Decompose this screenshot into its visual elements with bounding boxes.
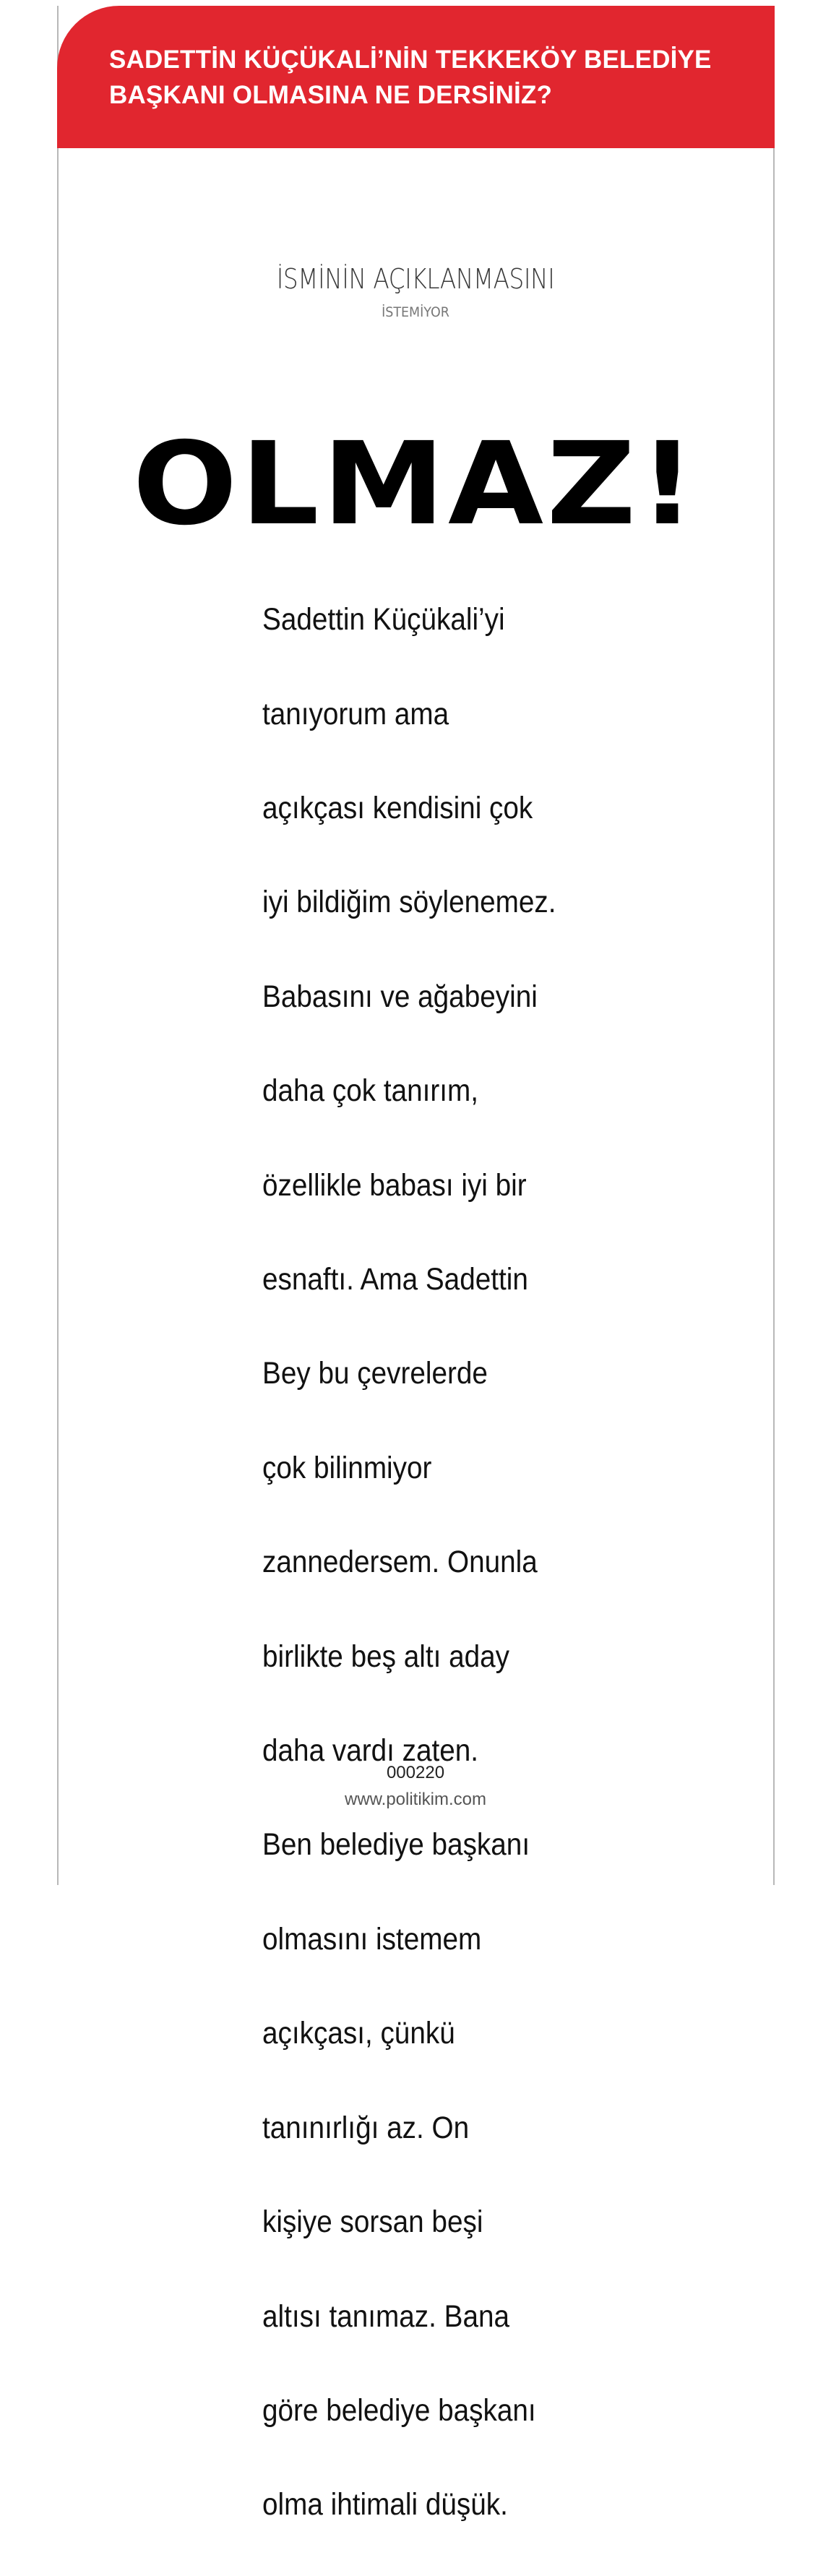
answer-line: özellikle babası iyi bir — [262, 1167, 527, 1203]
respondent-subtitle: İSTEMİYOR — [382, 304, 449, 320]
answer-line: daha çok tanırım, — [262, 1073, 479, 1109]
question-title-line-1: SADETTİN KÜÇÜKALİ’NİN TEKKEKÖY BELEDİYE — [109, 46, 712, 74]
question-title-line-2: BAŞKANI OLMASINA NE DERSİNİZ? — [109, 81, 553, 109]
answer-line: açıkçası kendisini çok — [262, 791, 533, 826]
answer-line: Babasını ve ağabeyini — [262, 979, 538, 1014]
answer-line: esnaftı. Ama Sadettin — [262, 1262, 528, 1297]
answer-line: tanıyorum ama — [262, 696, 449, 731]
answer-line: olma ihtimali düşük. — [262, 2487, 508, 2523]
answer-line: iyi bildiğim söylenemez. — [262, 885, 556, 920]
website-url: www.politikim.com — [344, 1790, 487, 1809]
answer-line: açıkçası, çünkü — [262, 2016, 455, 2051]
answer-line: daha vardı zaten. — [262, 1733, 479, 1769]
document-code: 000220 — [386, 1763, 445, 1782]
answer-line: Ben belediye başkanı — [262, 1827, 530, 1863]
answer-body — [262, 549, 568, 2576]
answer-line: olmasını istemem — [262, 1921, 482, 1957]
answer-line: altısı tanımaz. Bana — [262, 2298, 510, 2334]
answer-line: birlikte beş altı aday — [262, 1639, 510, 1674]
respondent-name: İSMİNİN AÇIKLANMASINI — [276, 263, 555, 295]
question-header — [57, 6, 775, 148]
answer-line: tanınırlığı az. On — [262, 2110, 470, 2145]
answer-line: zannedersem. Onunla — [262, 1545, 538, 1580]
answer-line: Sadettin Küçükali’yi — [262, 602, 505, 637]
question-title — [109, 42, 745, 113]
answer-line: Bey bu çevrelerde — [262, 1356, 488, 1391]
answer-verdict: OLMAZ! — [132, 418, 699, 551]
answer-line: çok bilinmiyor — [262, 1450, 432, 1485]
answer-line: kişiye sorsan beşi — [262, 2204, 483, 2240]
answer-line: göre belediye başkanı — [262, 2392, 536, 2428]
